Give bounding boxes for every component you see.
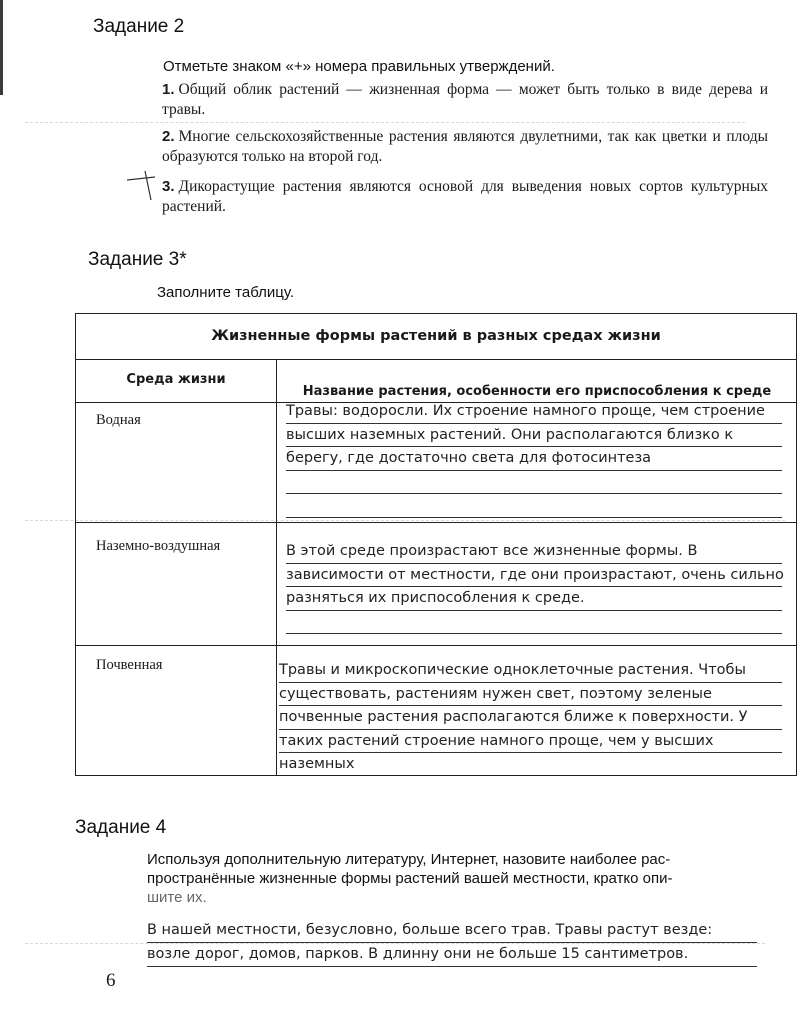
answer-line: высших наземных растений. Они располагаются близко к [286,424,782,448]
statement-text: Многие сельскохозяйственные растения являются двулетними, так как цветки и плоды образуются только на второй год. [162,128,768,165]
task2-title: Задание 2 [93,16,185,37]
answer-line: В нашей местности, безусловно, больше всего трав. Травы растут везде: [147,919,757,943]
answer-line: возле дорог, домов, парков. В длинну они не больше 15 сантиметров. [147,943,757,967]
instruction-line: шите их. [147,889,207,906]
answer-line: Травы: водоросли. Их строение намного проще, чем строение [286,400,782,424]
plus-mark-icon [125,170,159,204]
life-forms-table [75,313,797,776]
statement-number: 3. [162,178,175,195]
statement-number: 1. [162,81,175,98]
scan-ghost-line [25,122,745,123]
task3-title: Задание 3* [88,249,187,270]
statement-2[interactable] [162,127,768,167]
column-header-environment: Среда жизни [126,372,226,387]
instruction-line: пространённые жизненные формы растений вашей местности, кратко опи- [147,870,673,887]
answer-soil[interactable] [279,659,782,776]
task4-instruction [147,850,762,907]
task4-answer[interactable] [147,919,757,967]
table-rule [76,522,796,523]
task2-instruction: Отметьте знаком «+» номера правильных утверждений. [163,58,555,75]
page-number: 6 [106,970,116,991]
answer-line: таких растений строение намного проще, чем у высших [279,730,782,754]
table-rule [76,359,796,360]
column-header-description: Название растения, особенности его приспособления к среде [302,384,772,399]
environment-soil: Почвенная [96,657,163,673]
environment-water: Водная [96,412,141,428]
statement-1[interactable] [162,80,768,120]
column-divider [276,359,277,775]
answer-line [286,611,782,635]
answer-line: зависимости от местности, где они произрастают, очень сильно [286,564,782,588]
instruction-line: Используя дополнительную литературу, Интернет, назовите наиболее рас- [147,851,671,868]
task4-title: Задание 4 [75,817,167,838]
scan-edge-artifact [0,0,3,95]
answer-line: берегу, где достаточно света для фотосинтеза [286,447,782,471]
answer-ground-air[interactable] [286,540,782,634]
statement-text: Общий облик растений — жизненная форма — может быть только в виде дерева и травы. [162,81,768,118]
answer-line: В этой среде произрастают все жизненные формы. В [286,540,782,564]
table-caption: Жизненные формы растений в разных средах жизни [211,328,661,344]
table-rule [76,645,796,646]
answer-line: разняться их приспособления к среде. [286,587,782,611]
answer-water[interactable] [286,400,782,518]
statement-3[interactable] [162,177,768,217]
environment-ground-air: Наземно-воздушная [96,538,221,554]
answer-line: почвенные растения располагаются ближе к поверхности. У [279,706,782,730]
answer-line: существовать, растениям нужен свет, поэтому зеленые [279,683,782,707]
answer-line [286,494,782,518]
task3-instruction: Заполните таблицу. [157,284,295,301]
answer-line [286,471,782,495]
answer-line: Травы и микроскопические одноклеточные растения. Чтобы [279,659,782,683]
answer-line: наземных [279,756,355,772]
statement-text: Дикорастущие растения являются основой для выведения новых сортов культурных растений. [162,178,768,215]
statement-number: 2. [162,128,175,145]
